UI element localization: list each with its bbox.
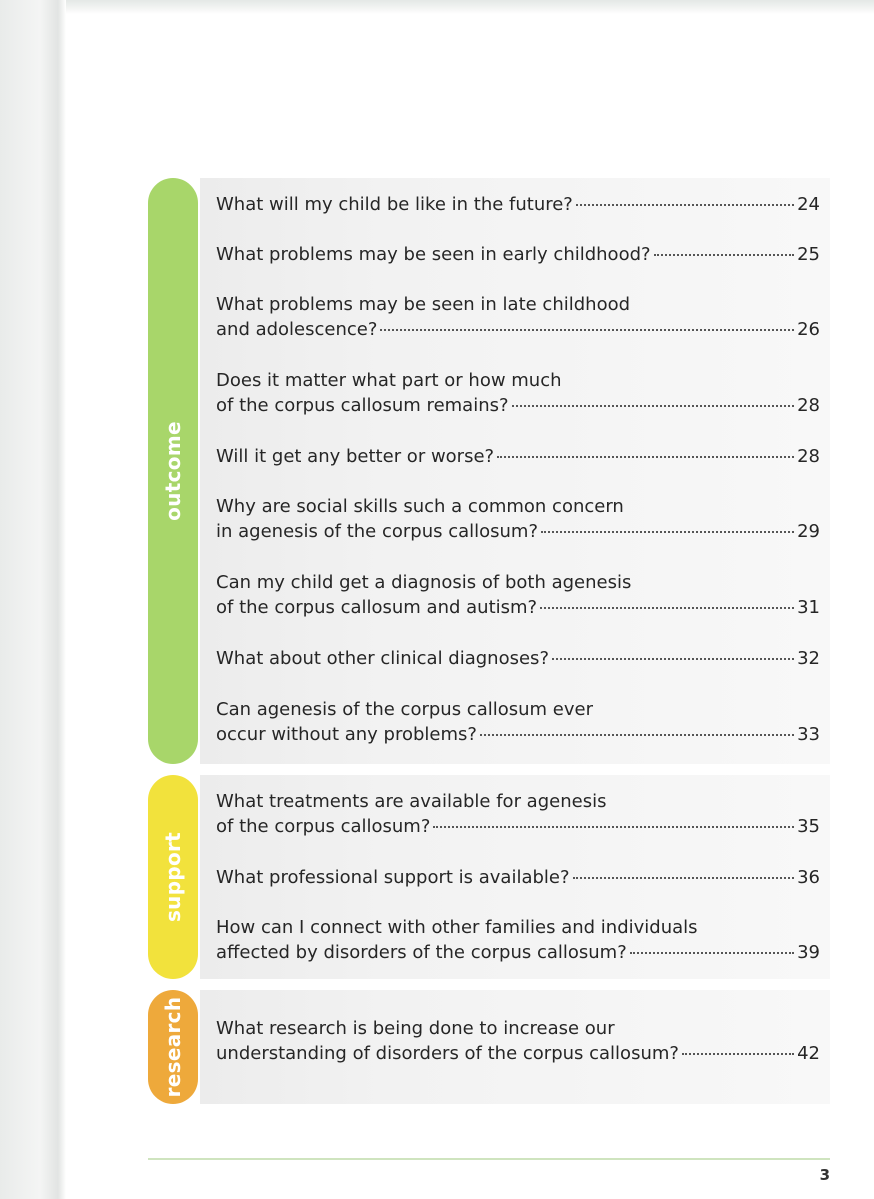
toc-entry-text: affected by disorders of the corpus callosum? [216, 942, 627, 963]
toc-entries [216, 178, 820, 764]
dot-leader [654, 254, 795, 256]
section-label: research [161, 996, 185, 1098]
toc-entry-text: What treatments are available for agenesis [216, 791, 607, 812]
toc-entry-line [216, 915, 820, 940]
toc-entry-line [216, 519, 820, 544]
page-top-edge [0, 0, 874, 14]
toc-entry-line [216, 292, 820, 317]
toc-entry-text: Does it matter what part or how much [216, 370, 562, 391]
toc-entry-line [216, 940, 820, 965]
dot-leader [480, 734, 794, 736]
section-tab-support [148, 775, 198, 979]
section-tab-research [148, 990, 198, 1104]
dot-leader [433, 826, 794, 828]
dot-leader [630, 952, 794, 954]
toc-entry-text: Can my child get a diagnosis of both agenesis [216, 572, 632, 593]
section-outcome [148, 178, 830, 764]
toc-entries [216, 990, 820, 1104]
toc-entry [216, 192, 820, 217]
toc-entry [216, 865, 820, 890]
toc-entry-text: Will it get any better or worse? [216, 446, 495, 467]
toc-page-number: 31 [797, 597, 820, 618]
toc-entry-text: What problems may be seen in early childhood? [216, 244, 651, 265]
toc-page-number: 32 [797, 648, 820, 669]
footer-rule [148, 1158, 830, 1160]
section-research [148, 990, 830, 1104]
toc-entry-line [216, 722, 820, 747]
section-tab-outcome [148, 178, 198, 764]
toc-page-number: 29 [797, 521, 820, 542]
toc-page-number: 42 [797, 1043, 820, 1064]
toc-entry-text: occur without any problems? [216, 724, 477, 745]
toc-entry-line [216, 1041, 820, 1066]
toc-entry-line [216, 814, 820, 839]
toc-entry [216, 444, 820, 469]
toc-entry [216, 570, 820, 620]
toc-page-number: 35 [797, 816, 820, 837]
toc-entry-line [216, 317, 820, 342]
dot-leader [682, 1053, 794, 1055]
toc-page-number: 36 [797, 867, 820, 888]
toc-entry-text: and adolescence? [216, 319, 378, 340]
toc-entry-text: What research is being done to increase our [216, 1018, 615, 1039]
toc-entry-line [216, 697, 820, 722]
section-label: outcome [161, 421, 185, 521]
toc-page-number: 24 [797, 194, 820, 215]
dot-leader [541, 531, 794, 533]
toc-entry-line [216, 1016, 820, 1041]
dot-leader [540, 607, 794, 609]
toc-entry-line [216, 595, 820, 620]
toc-entry [216, 789, 820, 839]
toc-entry-line [216, 865, 820, 890]
dot-leader [512, 405, 795, 407]
toc-entry [216, 368, 820, 418]
toc-entry-text: What will my child be like in the future? [216, 194, 573, 215]
page-number: 3 [819, 1166, 830, 1184]
toc-page-number: 28 [797, 395, 820, 416]
section-support [148, 775, 830, 979]
dot-leader [552, 658, 794, 660]
toc-entry-text: understanding of disorders of the corpus callosum? [216, 1043, 679, 1064]
toc-entry-line [216, 242, 820, 267]
toc-entry [216, 494, 820, 544]
toc-entry-line [216, 789, 820, 814]
toc-entry-line [216, 192, 820, 217]
toc-entry [216, 697, 820, 747]
toc-entry-line [216, 570, 820, 595]
section-label: support [161, 831, 185, 923]
toc-entry-text: What about other clinical diagnoses? [216, 648, 549, 669]
dot-leader [576, 204, 794, 206]
dot-leader [497, 456, 794, 458]
page-binding-shadow [0, 0, 66, 1199]
toc-entry-line [216, 393, 820, 418]
toc-entry-text: How can I connect with other families and individuals [216, 917, 698, 938]
toc-entry [216, 646, 820, 671]
toc-entry-text: of the corpus callosum and autism? [216, 597, 538, 618]
toc-entry-line [216, 646, 820, 671]
toc-entry-text: Why are social skills such a common concern [216, 496, 624, 517]
toc-entry [216, 915, 820, 965]
dot-leader [573, 877, 795, 879]
toc-entry [216, 242, 820, 267]
toc-entries [216, 775, 820, 979]
toc-page-number: 39 [797, 942, 820, 963]
toc-entry-line [216, 494, 820, 519]
toc-entry-text: What professional support is available? [216, 867, 570, 888]
toc-entry-text: in agenesis of the corpus callosum? [216, 521, 539, 542]
dot-leader [380, 329, 794, 331]
toc-entry-line [216, 368, 820, 393]
toc-page-number: 33 [797, 724, 820, 745]
toc-entry [216, 292, 820, 342]
toc-page-number: 26 [797, 319, 820, 340]
toc-entry-line [216, 444, 820, 469]
toc-entry-text: of the corpus callosum remains? [216, 395, 509, 416]
toc-entry-text: of the corpus callosum? [216, 816, 431, 837]
toc-entry-text: Can agenesis of the corpus callosum ever [216, 699, 593, 720]
toc-entry [216, 1016, 820, 1066]
toc-page-number: 28 [797, 446, 820, 467]
toc-entry-text: What problems may be seen in late childhood [216, 294, 631, 315]
toc-page-number: 25 [797, 244, 820, 265]
